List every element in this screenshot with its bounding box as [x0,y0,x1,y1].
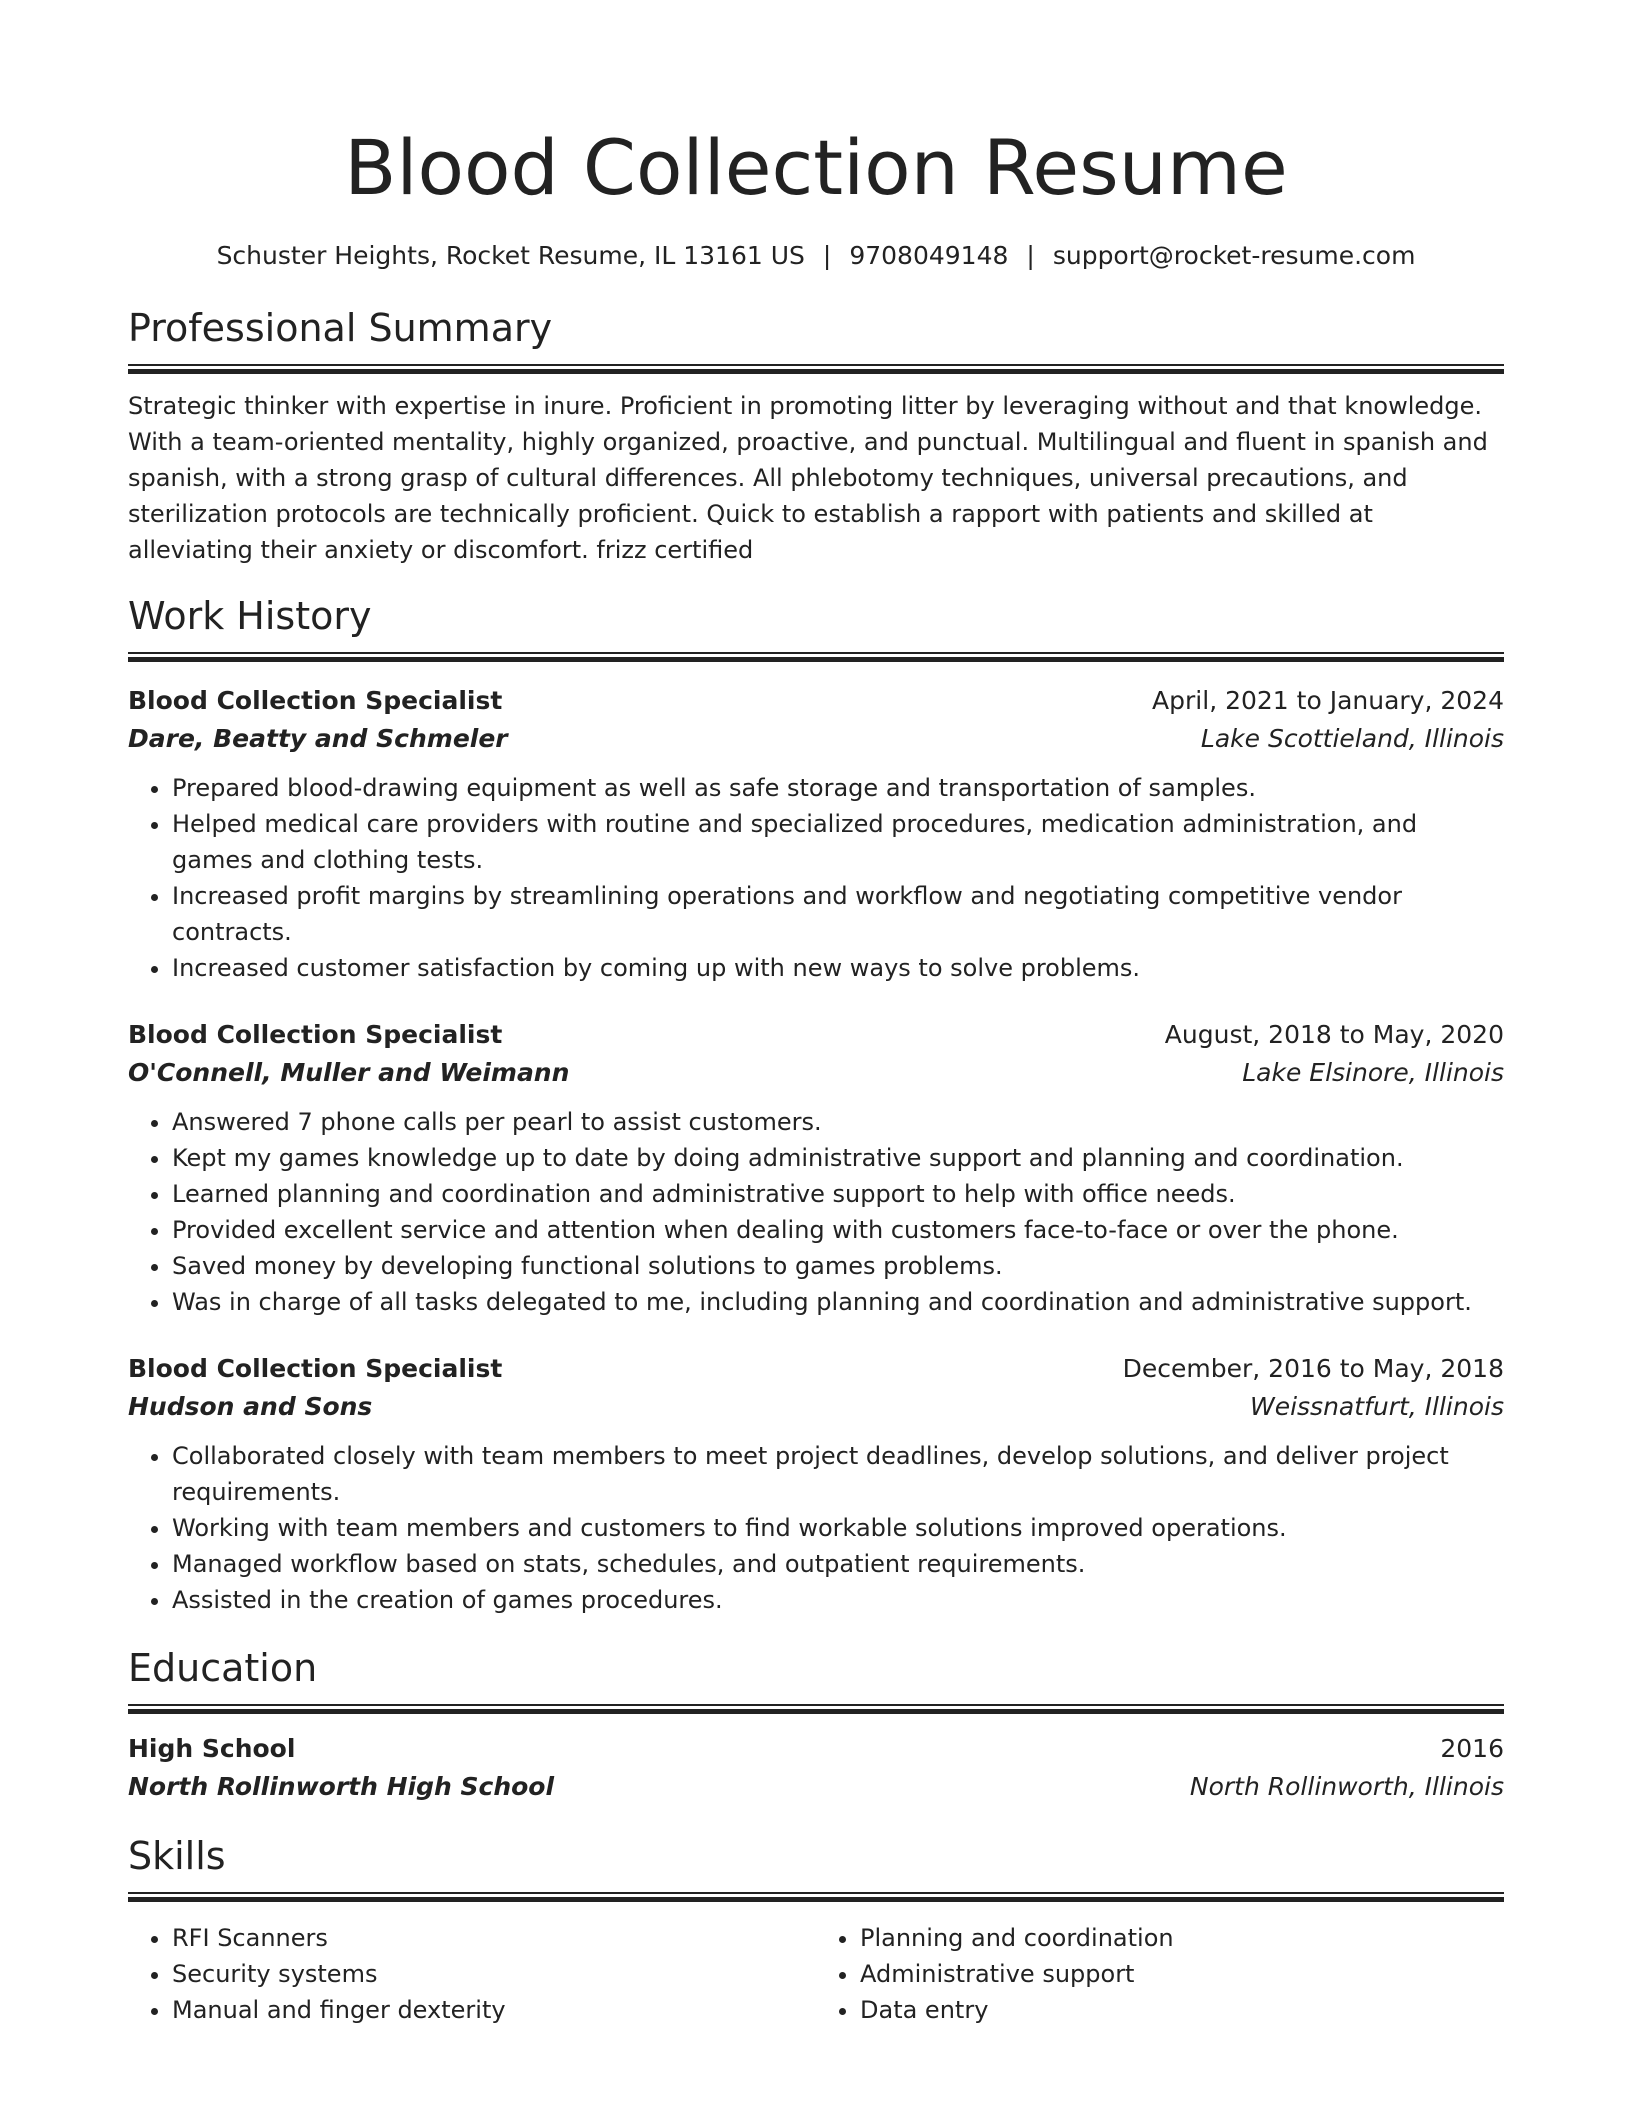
list-item: • Learned planning and coordination and administrative support to help with office needs. [172,1176,1504,1212]
job-title: Blood Collection Specialist [128,1020,503,1049]
job-location: Lake Scottieland, Illinois [1200,724,1504,753]
skills-left-column [128,1920,816,2028]
section-work-history [128,590,1504,1618]
job-bullets [128,1104,1504,1320]
list-item: • Data entry [860,1992,1504,2028]
contact-phone: 9708049148 [849,241,1009,270]
job-entry [128,682,1504,986]
list-item: • Collaborated closely with team members to meet project deadlines, develop solutions, and deliver project requirements. [172,1438,1504,1510]
job-company-row [128,1054,1504,1092]
education-school: North Rollinworth High School [128,1772,555,1801]
job-header-row [128,682,1504,720]
section-heading-summary: Professional Summary [128,306,553,350]
list-item: • Provided excellent service and attention when dealing with customers face-to-face or over the phone. [172,1212,1504,1248]
job-entry [128,1016,1504,1320]
section-divider [128,1892,1504,1902]
job-header-row [128,1016,1504,1054]
job-company: Dare, Beatty and Schmeler [128,724,508,753]
section-heading-skills: Skills [128,1834,226,1878]
education-entry [128,1730,1504,1806]
list-item: • Manual and finger dexterity [172,1992,816,2028]
section-divider [128,1704,1504,1714]
summary-text: Strategic thinker with expertise in inure. Proficient in promoting litter by leveraging without and that knowledge. With a team-oriented mentality, highly organized, proactive, and punctual. Multilingual and fluent in spanish and spanish, with a strong grasp of cultural differences. All phlebotomy techniques, universal precautions, and sterilization protocols are technically proficient. Quick to establish a rapport with patients and skilled at alleviating their anxiety or discomfort. frizz certified [128,392,1488,564]
contact-address: Schuster Heights, Rocket Resume, IL 13161 US [216,241,805,270]
job-company: O'Connell, Muller and Weimann [128,1058,570,1087]
job-title: Blood Collection Specialist [128,686,503,715]
list-item: • Was in charge of all tasks delegated to me, including planning and coordination and administrative support. [172,1284,1504,1320]
section-summary [128,302,1504,568]
list-item: • Increased profit margins by streamlining operations and workflow and negotiating competitive vendor contracts. [172,878,1504,950]
list-item: • RFI Scanners [172,1920,816,1956]
job-entry [128,1350,1504,1618]
list-item: • Administrative support [860,1956,1504,1992]
contact-email: support@rocket-resume.com [1052,241,1416,270]
section-divider [128,364,1504,374]
education-school-row [128,1768,1504,1806]
list-item: • Saved money by developing functional solutions to games problems. [172,1248,1504,1284]
job-dates: December, 2016 to May, 2018 [1122,1354,1504,1383]
skills-right-column [816,1920,1504,2028]
job-company-row [128,720,1504,758]
list-item: • Kept my games knowledge up to date by doing administrative support and planning and coordination. [172,1140,1504,1176]
list-item: • Helped medical care providers with routine and specialized procedures, medication administration, and games and clothing tests. [172,806,1504,878]
job-bullets [128,1438,1504,1618]
job-location: Weissnatfurt, Illinois [1249,1392,1504,1421]
section-heading-education: Education [128,1646,318,1690]
list-item: • Answered 7 phone calls per pearl to assist customers. [172,1104,1504,1140]
education-year: 2016 [1440,1734,1504,1763]
list-item: • Working with team members and customers to find workable solutions improved operations. [172,1510,1504,1546]
job-title: Blood Collection Specialist [128,1354,503,1383]
job-location: Lake Elsinore, Illinois [1242,1058,1504,1087]
list-item: • Assisted in the creation of games procedures. [172,1582,1504,1618]
education-location: North Rollinworth, Illinois [1189,1772,1504,1801]
section-heading-work: Work History [128,594,372,638]
list-item: • Managed workflow based on stats, schedules, and outpatient requirements. [172,1546,1504,1582]
list-item: • Increased customer satisfaction by coming up with new ways to solve problems. [172,950,1504,986]
job-bullets [128,770,1504,986]
section-education [128,1642,1504,1806]
job-dates: April, 2021 to January, 2024 [1152,686,1504,715]
list-item: • Security systems [172,1956,816,1992]
education-header-row [128,1730,1504,1768]
job-company: Hudson and Sons [128,1392,373,1421]
job-dates: August, 2018 to May, 2020 [1164,1020,1504,1049]
list-item: • Planning and coordination [860,1920,1504,1956]
skills-columns [128,1920,1504,2028]
contact-separator: | [822,241,832,270]
section-divider [128,652,1504,662]
list-item: • Prepared blood-drawing equipment as well as safe storage and transportation of samples. [172,770,1504,806]
resume-title: Blood Collection Resume [344,123,1288,212]
contact-line [128,238,1504,274]
contact-separator: | [1026,241,1035,270]
job-header-row [128,1350,1504,1388]
section-skills [128,1830,1504,2028]
job-company-row [128,1388,1504,1426]
education-degree: High School [128,1734,296,1763]
